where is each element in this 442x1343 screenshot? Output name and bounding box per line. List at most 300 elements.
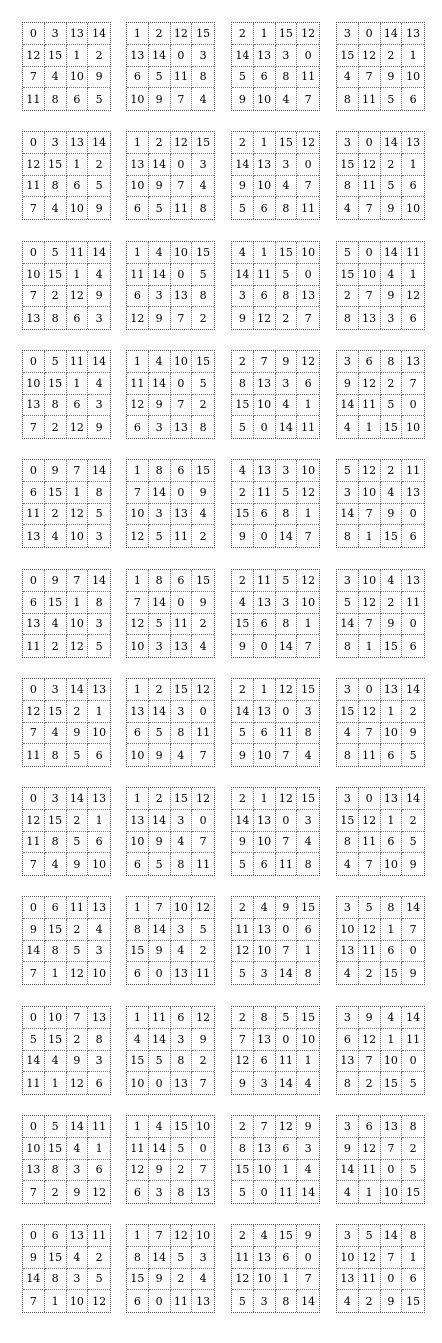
square-cell: 11 — [359, 395, 381, 417]
square-cell: 9 — [232, 832, 254, 854]
square-cell: 1 — [254, 679, 276, 701]
square-cell: 15 — [276, 242, 298, 264]
square-cell: 8 — [276, 504, 298, 526]
square-cell: 1 — [359, 1181, 381, 1203]
number-square — [126, 241, 215, 330]
square-cell: 9 — [359, 1007, 381, 1029]
square-cell: 5 — [232, 723, 254, 745]
square-cell: 2 — [67, 810, 89, 832]
square-cell: 2 — [171, 1269, 193, 1291]
square-cell: 6 — [67, 176, 89, 198]
square-cell: 13 — [88, 1007, 110, 1029]
square-cell: 15 — [276, 23, 298, 45]
square-cell: 0 — [23, 1116, 45, 1138]
square-cell: 8 — [254, 1007, 276, 1029]
number-square — [231, 131, 320, 220]
square-cell: 11 — [127, 373, 149, 395]
square-cell: 5 — [149, 723, 171, 745]
square-cell: 8 — [149, 570, 171, 592]
square-cell: 4 — [232, 592, 254, 614]
square-cell: 4 — [45, 67, 67, 89]
square-cell: 14 — [381, 23, 403, 45]
square-cell: 8 — [171, 1051, 193, 1073]
square-cell: 14 — [88, 570, 110, 592]
square-cell: 7 — [359, 197, 381, 219]
square-cell: 14 — [337, 614, 359, 636]
square-cell: 13 — [127, 810, 149, 832]
square-cell: 13 — [23, 307, 45, 329]
square-cell: 14 — [232, 154, 254, 176]
square-cell: 13 — [402, 482, 424, 504]
square-cell: 10 — [23, 1138, 45, 1160]
square-cell: 14 — [276, 962, 298, 984]
square-cell: 3 — [192, 1247, 214, 1269]
square-cell: 8 — [45, 1269, 67, 1291]
square-cell: 14 — [276, 1072, 298, 1094]
square-cell: 0 — [23, 679, 45, 701]
square-cell: 15 — [45, 592, 67, 614]
square-cell: 5 — [23, 1029, 45, 1051]
square-cell: 13 — [171, 504, 193, 526]
square-cell: 9 — [297, 1225, 319, 1247]
square-cell: 7 — [304, 639, 312, 653]
square-cell: 5 — [95, 92, 103, 106]
square-cell: 14 — [276, 416, 298, 438]
square-cell: 10 — [88, 723, 110, 745]
square-cell: 15 — [45, 482, 67, 504]
square-cell: 3 — [192, 45, 214, 67]
square-cell: 3 — [254, 962, 276, 984]
square-cell: 13 — [23, 395, 45, 417]
square-cell: 2 — [199, 529, 207, 543]
square-cell: 4 — [381, 570, 403, 592]
square-cell: 9 — [23, 919, 45, 941]
square-cell: 9 — [337, 1138, 359, 1160]
square-cell: 7 — [359, 286, 381, 308]
square-cell: 2 — [232, 897, 254, 919]
square-cell: 5 — [232, 416, 254, 438]
square-cell: 11 — [88, 1116, 110, 1138]
square-cell: 1 — [254, 242, 276, 264]
square-cell: 7 — [23, 723, 45, 745]
square-cell: 1 — [402, 264, 424, 286]
number-square — [336, 459, 425, 548]
number-square — [336, 569, 425, 658]
square-cell: 2 — [149, 788, 171, 810]
square-cell: 7 — [359, 1051, 381, 1073]
square-cell: 3 — [171, 810, 193, 832]
square-cell: 2 — [232, 132, 254, 154]
number-square — [22, 350, 111, 439]
square-cell: 7 — [359, 853, 381, 875]
number-square — [22, 241, 111, 330]
square-cell: 11 — [301, 420, 316, 434]
square-cell: 8 — [88, 482, 110, 504]
square-cell: 1 — [381, 701, 403, 723]
square-cell: 5 — [192, 373, 214, 395]
square-cell: 11 — [67, 242, 89, 264]
square-cell: 5 — [409, 748, 417, 762]
square-cell: 8 — [45, 307, 67, 329]
square-cell: 9 — [402, 723, 424, 745]
square-cell: 0 — [171, 45, 193, 67]
square-cell: 7 — [359, 614, 381, 636]
square-cell: 2 — [381, 592, 403, 614]
square-cell: 0 — [297, 264, 319, 286]
square-cell: 11 — [359, 176, 381, 198]
square-cell: 10 — [297, 242, 319, 264]
square-cell: 13 — [254, 1247, 276, 1269]
square-cell: 2 — [199, 311, 207, 325]
square-cell: 12 — [23, 701, 45, 723]
square-cell: 6 — [381, 941, 403, 963]
square-cell: 13 — [254, 45, 276, 67]
square-cell: 14 — [67, 679, 89, 701]
square-cell: 0 — [359, 788, 381, 810]
square-cell: 4 — [45, 853, 67, 875]
square-cell: 0 — [297, 1247, 319, 1269]
number-square — [336, 22, 425, 111]
square-cell: 9 — [381, 67, 403, 89]
square-cell: 8 — [45, 1160, 67, 1182]
square-cell: 14 — [402, 788, 424, 810]
square-cell: 6 — [381, 832, 403, 854]
square-cell: 8 — [232, 1138, 254, 1160]
square-cell: 3 — [337, 570, 359, 592]
square-cell: 11 — [402, 592, 424, 614]
square-cell: 2 — [88, 154, 110, 176]
square-cell: 3 — [297, 1138, 319, 1160]
square-cell: 0 — [171, 154, 193, 176]
square-cell: 9 — [192, 482, 214, 504]
square-cell: 13 — [67, 1225, 89, 1247]
square-cell: 10 — [23, 264, 45, 286]
square-cell: 11 — [127, 1138, 149, 1160]
square-cell: 8 — [276, 197, 298, 219]
square-cell: 14 — [232, 264, 254, 286]
square-cell: 2 — [359, 1072, 381, 1094]
square-cell: 1 — [381, 810, 403, 832]
square-cell: 5 — [276, 570, 298, 592]
square-cell: 8 — [402, 1225, 424, 1247]
square-cell: 12 — [359, 1138, 381, 1160]
square-cell: 14 — [149, 154, 171, 176]
square-cell: 3 — [254, 1072, 276, 1094]
square-cell: 0 — [23, 1225, 45, 1247]
square-cell: 6 — [45, 1225, 67, 1247]
square-cell: 13 — [337, 1269, 359, 1291]
square-cell: 14 — [337, 504, 359, 526]
square-cell: 1 — [297, 614, 319, 636]
square-cell: 14 — [381, 132, 403, 154]
square-cell: 1 — [67, 45, 89, 67]
square-cell: 12 — [171, 23, 193, 45]
square-cell: 1 — [381, 1029, 403, 1051]
square-cell: 5 — [149, 1051, 171, 1073]
square-cell: 11 — [23, 635, 45, 657]
square-cell: 4 — [337, 67, 359, 89]
square-cell: 7 — [67, 570, 89, 592]
square-cell: 12 — [297, 23, 319, 45]
square-cell: 5 — [88, 1269, 110, 1291]
square-cell: 15 — [192, 132, 214, 154]
square-cell: 2 — [192, 1051, 214, 1073]
square-cell: 8 — [45, 832, 67, 854]
square-cell: 12 — [232, 941, 254, 963]
square-cell: 13 — [171, 416, 193, 438]
square-cell: 5 — [232, 1181, 254, 1203]
square-cell: 6 — [171, 460, 193, 482]
square-cell: 15 — [276, 1225, 298, 1247]
square-cell: 3 — [337, 351, 359, 373]
square-cell: 0 — [171, 592, 193, 614]
square-cell: 3 — [381, 307, 403, 329]
square-cell: 4 — [192, 176, 214, 198]
square-cell: 1 — [297, 1051, 319, 1073]
square-cell: 10 — [406, 420, 421, 434]
square-cell: 15 — [45, 1247, 67, 1269]
square-cell: 13 — [196, 1185, 211, 1199]
square-cell: 14 — [149, 482, 171, 504]
square-cell: 10 — [359, 264, 381, 286]
square-cell: 5 — [149, 614, 171, 636]
square-cell: 9 — [95, 420, 103, 434]
square-cell: 14 — [67, 1116, 89, 1138]
number-square — [22, 22, 111, 111]
square-cell: 11 — [23, 1072, 45, 1094]
square-cell: 15 — [297, 1007, 319, 1029]
square-cell: 7 — [127, 592, 149, 614]
square-cell: 2 — [88, 1247, 110, 1269]
square-cell: 6 — [67, 395, 89, 417]
square-cell: 15 — [381, 635, 403, 657]
square-cell: 4 — [337, 416, 359, 438]
square-cell: 10 — [381, 723, 403, 745]
square-cell: 7 — [23, 197, 45, 219]
number-square — [22, 131, 111, 220]
square-cell: 5 — [359, 1225, 381, 1247]
square-cell: 8 — [337, 744, 359, 766]
square-cell: 1 — [402, 154, 424, 176]
square-cell: 15 — [381, 1072, 403, 1094]
square-cell: 4 — [88, 264, 110, 286]
square-cell: 12 — [127, 525, 149, 547]
square-cell: 0 — [276, 810, 298, 832]
number-square — [22, 1224, 111, 1313]
square-cell: 10 — [337, 1247, 359, 1269]
square-cell: 3 — [337, 788, 359, 810]
square-cell: 15 — [232, 504, 254, 526]
square-cell: 0 — [402, 941, 424, 963]
square-cell: 5 — [67, 744, 89, 766]
square-cell: 11 — [359, 1160, 381, 1182]
square-cell: 15 — [192, 570, 214, 592]
square-cell: 7 — [149, 1225, 171, 1247]
square-cell: 12 — [359, 592, 381, 614]
square-cell: 4 — [88, 919, 110, 941]
square-cell: 2 — [402, 701, 424, 723]
square-cell: 0 — [192, 701, 214, 723]
number-square — [126, 459, 215, 548]
number-square — [231, 678, 320, 767]
square-cell: 6 — [359, 351, 381, 373]
square-cell: 7 — [199, 1076, 207, 1090]
square-cell: 1 — [127, 1116, 149, 1138]
square-cell: 9 — [149, 744, 171, 766]
square-cell: 15 — [337, 701, 359, 723]
square-cell: 3 — [337, 679, 359, 701]
square-cell: 12 — [232, 1269, 254, 1291]
square-cell: 1 — [297, 941, 319, 963]
square-cell: 10 — [67, 525, 89, 547]
square-cell: 4 — [149, 351, 171, 373]
square-cell: 14 — [402, 1007, 424, 1029]
square-cell: 12 — [67, 504, 89, 526]
square-cell: 5 — [359, 897, 381, 919]
square-cell: 13 — [67, 23, 89, 45]
square-cell: 10 — [127, 88, 149, 110]
square-cell: 6 — [409, 639, 417, 653]
square-cell: 15 — [45, 701, 67, 723]
square-cell: 1 — [127, 242, 149, 264]
square-cell: 9 — [95, 201, 103, 215]
square-cell: 2 — [232, 570, 254, 592]
square-cell: 5 — [337, 592, 359, 614]
square-cell: 0 — [23, 242, 45, 264]
square-cell: 11 — [67, 897, 89, 919]
square-cell: 0 — [254, 525, 276, 547]
square-cell: 7 — [304, 311, 312, 325]
square-cell: 11 — [402, 460, 424, 482]
square-cell: 2 — [359, 962, 381, 984]
square-cell: 7 — [232, 1029, 254, 1051]
square-cell: 1 — [254, 132, 276, 154]
square-cell: 1 — [45, 962, 67, 984]
square-cell: 8 — [192, 286, 214, 308]
square-cell: 14 — [149, 45, 171, 67]
square-cell: 6 — [88, 1160, 110, 1182]
square-cell: 2 — [232, 351, 254, 373]
square-cell: 4 — [45, 723, 67, 745]
square-cell: 1 — [67, 482, 89, 504]
square-cell: 3 — [276, 460, 298, 482]
square-cell: 9 — [67, 853, 89, 875]
square-cell: 8 — [199, 201, 207, 215]
square-cell: 15 — [232, 395, 254, 417]
square-cell: 4 — [232, 460, 254, 482]
square-cell: 13 — [254, 810, 276, 832]
square-cell: 8 — [45, 941, 67, 963]
square-cell: 0 — [297, 154, 319, 176]
square-cell: 6 — [276, 1247, 298, 1269]
square-cell: 12 — [23, 154, 45, 176]
square-cell: 11 — [23, 832, 45, 854]
square-cell: 8 — [402, 1116, 424, 1138]
square-cell: 2 — [67, 1029, 89, 1051]
square-cell: 6 — [254, 504, 276, 526]
square-cell: 4 — [171, 744, 193, 766]
square-cell: 4 — [297, 1160, 319, 1182]
square-cell: 1 — [127, 23, 149, 45]
square-cell: 6 — [67, 307, 89, 329]
square-cell: 13 — [402, 570, 424, 592]
square-cell: 6 — [127, 416, 149, 438]
square-cell: 7 — [171, 176, 193, 198]
number-square — [336, 350, 425, 439]
square-cell: 14 — [301, 1294, 316, 1308]
square-cell: 4 — [67, 1138, 89, 1160]
square-cell: 10 — [381, 853, 403, 875]
square-cell: 11 — [23, 744, 45, 766]
square-cell: 2 — [192, 395, 214, 417]
square-cell: 9 — [409, 857, 417, 871]
square-cell: 5 — [171, 1138, 193, 1160]
square-cell: 13 — [402, 23, 424, 45]
square-cell: 14 — [88, 132, 110, 154]
number-square — [231, 459, 320, 548]
square-cell: 6 — [127, 853, 149, 875]
square-cell: 5 — [232, 1290, 254, 1312]
square-cell: 12 — [297, 132, 319, 154]
square-cell: 3 — [149, 1181, 171, 1203]
square-cell: 8 — [45, 395, 67, 417]
square-cell: 7 — [402, 919, 424, 941]
square-cell: 6 — [127, 286, 149, 308]
number-square — [231, 1224, 320, 1313]
number-square — [126, 1224, 215, 1313]
square-cell: 7 — [23, 962, 45, 984]
square-cell: 0 — [359, 132, 381, 154]
square-cell: 15 — [297, 897, 319, 919]
square-cell: 7 — [304, 92, 312, 106]
square-cell: 13 — [23, 1160, 45, 1182]
square-cell: 8 — [127, 919, 149, 941]
square-cell: 7 — [304, 529, 312, 543]
square-cell: 5 — [88, 176, 110, 198]
square-cell: 3 — [276, 373, 298, 395]
square-cell: 8 — [276, 614, 298, 636]
square-cell: 10 — [359, 482, 381, 504]
square-cell: 11 — [196, 966, 211, 980]
square-cell: 14 — [23, 941, 45, 963]
number-square — [336, 1115, 425, 1204]
square-cell: 10 — [127, 504, 149, 526]
square-cell: 10 — [254, 395, 276, 417]
square-cell: 11 — [127, 264, 149, 286]
square-cell: 3 — [276, 45, 298, 67]
number-square — [231, 22, 320, 111]
square-cell: 7 — [199, 748, 207, 762]
square-cell: 15 — [232, 614, 254, 636]
square-cell: 15 — [381, 962, 403, 984]
square-cell: 13 — [402, 132, 424, 154]
square-cell: 2 — [381, 154, 403, 176]
square-cell: 13 — [254, 592, 276, 614]
square-cell: 3 — [337, 1116, 359, 1138]
square-cell: 9 — [337, 373, 359, 395]
square-cell: 0 — [171, 373, 193, 395]
square-cell: 8 — [304, 966, 312, 980]
square-cell: 15 — [45, 45, 67, 67]
square-cell: 13 — [254, 919, 276, 941]
square-cell: 13 — [23, 614, 45, 636]
square-cell: 2 — [381, 45, 403, 67]
square-cell: 13 — [254, 373, 276, 395]
square-cell: 8 — [337, 307, 359, 329]
square-cell: 3 — [232, 286, 254, 308]
square-cell: 15 — [45, 919, 67, 941]
square-cell: 1 — [276, 1160, 298, 1182]
